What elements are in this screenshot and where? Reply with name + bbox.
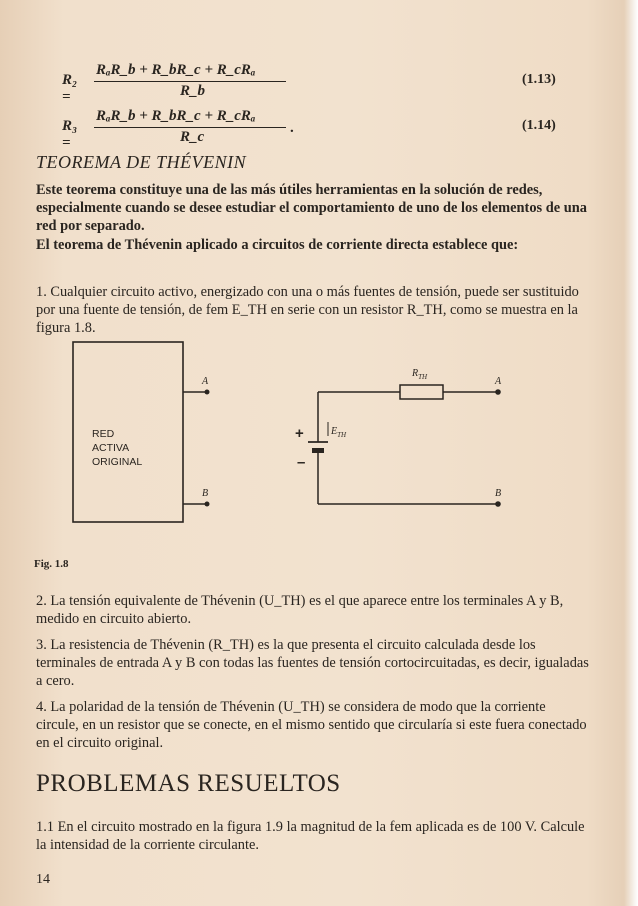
problem-1-1: 1.1 En el circuito mostrado en la figura 1.9 la magnitud de la fem aplicada es de 100 V. Calcule la intensidad de la corriente circulante. — [36, 819, 585, 853]
box-label-line1: RED — [92, 428, 115, 440]
terminal-b-label: B — [202, 488, 209, 499]
terminal-a-dot-2 — [495, 389, 501, 395]
terminal-b-label-2: B — [495, 488, 502, 499]
equation-number: (1.14) — [522, 118, 556, 133]
box-label-line2: ACTIVA — [92, 442, 130, 454]
terminal-a-label: A — [202, 376, 209, 387]
terminal-b-dot-2 — [495, 501, 501, 507]
equation-numerator: RₐR_b + R_bR_c + R_cRₐ — [96, 108, 256, 124]
equation-number: (1.13) — [522, 72, 556, 87]
equation-lhs: R₂ = — [62, 72, 78, 105]
equation-period: . — [290, 120, 294, 136]
fraction-bar — [94, 81, 286, 82]
figure-caption: Fig. 1.8 — [34, 558, 69, 570]
page-number: 14 — [36, 872, 50, 887]
active-network-box — [73, 342, 183, 522]
thevenin-figure — [0, 330, 638, 560]
box-label-line3: ORIGINAL — [92, 456, 143, 468]
problems-heading: PROBLEMAS RESUELTOS — [36, 770, 341, 797]
resistor-rth — [400, 385, 443, 399]
list-item-1: 1. Cualquier circuito activo, energizado con una o más fuentes de tensión, puede ser sustituido por una fuente de tensión, de fem E_TH en serie con un resistor R_TH, como se muestra en la figura 1.8. — [36, 284, 579, 336]
battery-short-plate — [312, 448, 324, 453]
equation-denominator: R_b — [180, 83, 206, 99]
equation-denominator: R_c — [180, 129, 205, 145]
plus-sign: + — [295, 425, 304, 442]
paragraph-intro: Este teorema constituye una de las más útiles herramientas en la solución de redes, especialmente cuando se desee estudiar el comportamiento de uno de los elementos de una red por separado. — [36, 182, 587, 234]
terminal-a-label-2: A — [495, 376, 502, 387]
list-item-4: 4. La polaridad de la tensión de Thévenin (U_TH) se considera de modo que la corriente circule, en un resistor que se conecte, en el mismo sentido que circularía si este fuera conectado en el circuito original. — [36, 699, 587, 751]
equation-numerator: RₐR_b + R_bR_c + R_cRₐ — [96, 62, 256, 78]
resistor-label: $R_{TH}$ — [412, 368, 428, 381]
fraction-bar — [94, 127, 286, 128]
terminal-b-dot — [205, 502, 210, 507]
section-heading: TEOREMA DE THÉVENIN — [36, 152, 247, 172]
list-item-3: 3. La resistencia de Thévenin (R_TH) es la que presenta el circuito calculada desde los terminales de entrada A y B con todas las fuentes de tensión cortocircuitadas, es decir, igualadas a cero. — [36, 637, 589, 689]
paragraph-statement: El teorema de Thévenin aplicado a circuitos de corriente directa establece que: — [36, 237, 519, 253]
list-item-2: 2. La tensión equivalente de Thévenin (U_TH) es el que aparece entre los terminales A y B, medido en circuito abierto. — [36, 593, 564, 627]
equation-lhs: R₃ = — [62, 118, 78, 151]
minus-sign: – — [297, 454, 306, 471]
terminal-a-dot — [205, 390, 210, 395]
source-label: $E_{TH}$ — [331, 426, 347, 439]
